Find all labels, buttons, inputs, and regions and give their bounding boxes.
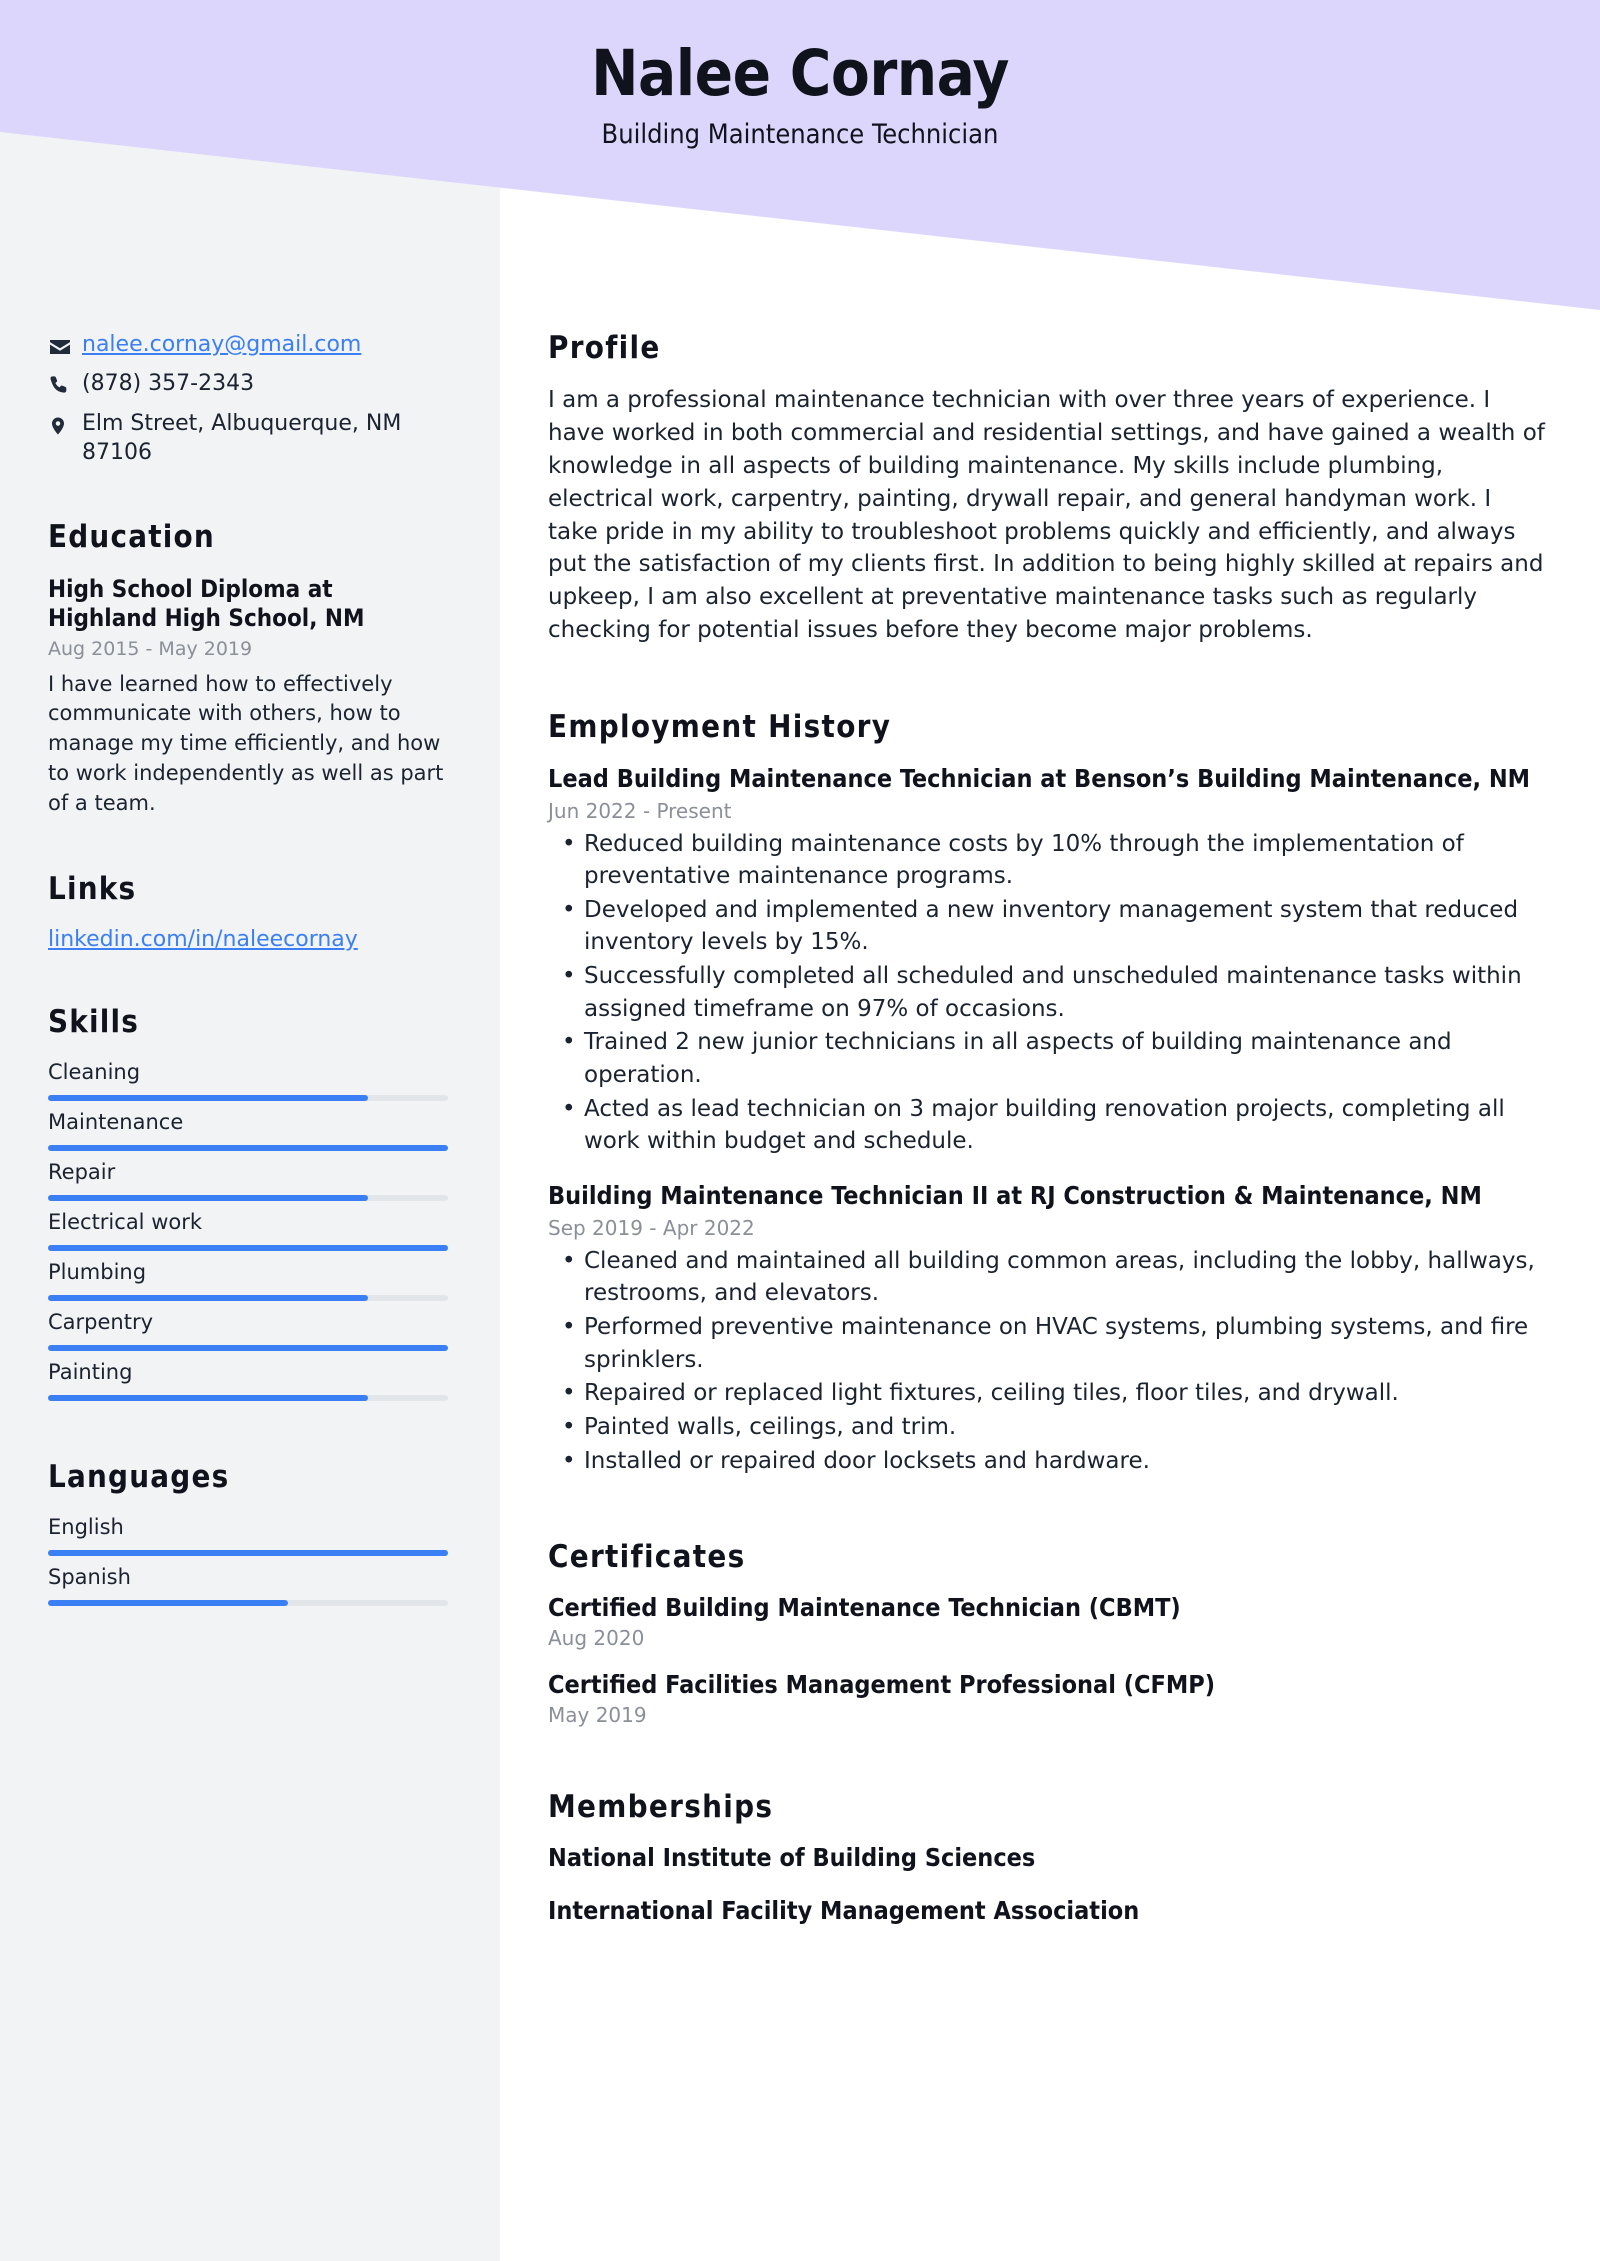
location-pin-icon xyxy=(48,409,82,438)
skill-label: Painting xyxy=(48,1359,133,1384)
skill-level-fill xyxy=(48,1395,368,1401)
skill-label: Repair xyxy=(48,1159,116,1184)
skills-heading: Skills xyxy=(48,1003,140,1040)
employment-bullet: • Reduced building maintenance costs by 10% through the implementation of preventative maintenance programs. xyxy=(548,828,1548,893)
employment-bullet: • Trained 2 new junior technicians in all aspects of building maintenance and operation. xyxy=(548,1026,1548,1091)
skill-level-fill xyxy=(48,1095,368,1101)
education-date: Aug 2015 - May 2019 xyxy=(48,637,253,660)
main-column xyxy=(548,330,1548,1949)
skill-level-fill xyxy=(48,1345,448,1351)
skill-label: Plumbing xyxy=(48,1259,147,1284)
skill-level-bar xyxy=(48,1095,448,1101)
skill-item xyxy=(48,1310,448,1351)
certificates-heading: Certificates xyxy=(548,1539,746,1576)
certificate-date: May 2019 xyxy=(548,1703,647,1728)
language-item xyxy=(48,1565,448,1606)
skill-item xyxy=(48,1260,448,1301)
contact-value: Elm Street, Albuquerque, NM 87106 xyxy=(82,410,402,465)
skills-list xyxy=(48,1060,448,1401)
skill-level-bar xyxy=(48,1195,448,1201)
page-title: Nalee Cornay xyxy=(591,37,1009,110)
skill-item xyxy=(48,1160,448,1201)
employment-entry xyxy=(548,1180,1548,1477)
employment-bullet: • Cleaned and maintained all building common areas, including the lobby, hallways, restrooms, and elevators. xyxy=(548,1245,1548,1310)
employment-entry xyxy=(548,763,1548,1158)
employment-list xyxy=(548,763,1548,1477)
language-level-fill xyxy=(48,1600,288,1606)
skill-label: Maintenance xyxy=(48,1109,184,1134)
skill-level-fill xyxy=(48,1145,448,1151)
certificate-item xyxy=(548,1670,1548,1727)
skill-label: Carpentry xyxy=(48,1309,154,1334)
education-heading: Education xyxy=(48,519,215,555)
language-level-bar xyxy=(48,1550,448,1556)
employment-bullet: • Repaired or replaced light fixtures, ceiling tiles, floor tiles, and drywall. xyxy=(548,1377,1548,1410)
language-label: English xyxy=(48,1514,124,1539)
skill-item xyxy=(48,1060,448,1101)
employment-bullet-list xyxy=(548,828,1548,1159)
certificates-list xyxy=(548,1593,1548,1727)
contact-row xyxy=(48,369,448,398)
skill-level-fill xyxy=(48,1295,368,1301)
membership-item: National Institute of Building Sciences xyxy=(548,1843,1036,1873)
contact-row xyxy=(48,330,448,359)
skill-level-bar xyxy=(48,1145,448,1151)
memberships-list xyxy=(548,1843,1548,1925)
languages-list xyxy=(48,1515,448,1606)
employment-title: Lead Building Maintenance Technician at Benson’s Building Maintenance, NM xyxy=(548,764,1531,793)
skill-level-bar xyxy=(48,1245,448,1251)
links-list xyxy=(48,927,448,952)
education-item xyxy=(48,575,448,819)
skill-label: Cleaning xyxy=(48,1059,141,1084)
language-level-bar xyxy=(48,1600,448,1606)
contact-email-link[interactable]: nalee.cornay@gmail.com xyxy=(82,332,362,357)
job-title-subtitle: Building Maintenance Technician xyxy=(601,119,999,150)
education-description: I have learned how to effectively communicate with others, how to manage my time efficiently, and how to work independently as well as part of a team. xyxy=(48,671,444,815)
profile-text: I am a professional maintenance technician with over three years of experience. I have worked in both commercial and residential settings, and have gained a wealth of knowledge in all aspects of building maintenance. My skills include plumbing, electrical work, carpentry, painting, drywall repair, and general handyman work. I take pride in my ability to troubleshoot problems quickly and efficiently, and always put the satisfaction of my clients first. In addition to being highly skilled at repairs and upkeep, I am also excellent at preventative maintenance tasks such as regularly checking for potential issues before they become major problems. xyxy=(548,387,1545,644)
contact-value: (878) 357-2343 xyxy=(82,371,255,397)
employment-bullet: • Acted as lead technician on 3 major building renovation projects, completing all work within budget and schedule. xyxy=(548,1093,1548,1158)
employment-bullet: • Developed and implemented a new inventory management system that reduced inventory levels by 15%. xyxy=(548,894,1548,959)
certificate-date: Aug 2020 xyxy=(548,1626,645,1651)
contact-row xyxy=(48,409,448,468)
skill-level-fill xyxy=(48,1245,448,1251)
skill-item xyxy=(48,1110,448,1151)
membership-item: International Facility Management Association xyxy=(548,1896,1140,1926)
skill-label: Electrical work xyxy=(48,1209,203,1234)
employment-bullet-list xyxy=(548,1245,1548,1478)
employment-bullet: • Installed or repaired door locksets and hardware. xyxy=(548,1445,1548,1478)
certificate-title: Certified Building Maintenance Technician (CBMT) xyxy=(548,1593,1181,1623)
phone-icon xyxy=(48,369,82,397)
skill-level-bar xyxy=(48,1345,448,1351)
language-level-fill xyxy=(48,1550,448,1556)
language-item xyxy=(48,1515,448,1556)
contact-list xyxy=(48,330,448,467)
certificate-title: Certified Facilities Management Professional (CFMP) xyxy=(548,1670,1216,1700)
header xyxy=(0,0,1600,200)
envelope-icon xyxy=(48,330,82,359)
skill-level-bar xyxy=(48,1395,448,1401)
employment-date: Jun 2022 - Present xyxy=(548,798,732,823)
education-list xyxy=(48,575,448,819)
sidebar-content xyxy=(48,330,448,1615)
links-heading: Links xyxy=(48,870,137,907)
employment-bullet: • Painted walls, ceilings, and trim. xyxy=(548,1411,1548,1444)
education-title: High School Diploma at Highland High School, NM xyxy=(48,575,365,632)
language-label: Spanish xyxy=(48,1564,131,1589)
employment-title: Building Maintenance Technician II at RJ Construction & Maintenance, NM xyxy=(548,1181,1482,1211)
skill-level-bar xyxy=(48,1295,448,1301)
certificate-item xyxy=(548,1593,1548,1650)
languages-heading: Languages xyxy=(48,1458,230,1495)
skill-level-fill xyxy=(48,1195,368,1201)
skill-item xyxy=(48,1360,448,1401)
sidebar-link[interactable]: linkedin.com/in/naleecornay xyxy=(48,926,358,952)
employment-bullet: • Performed preventive maintenance on HVAC systems, plumbing systems, and fire sprinklers. xyxy=(548,1311,1548,1376)
employment-bullet: • Successfully completed all scheduled and unscheduled maintenance tasks within assigned timeframe on 97% of occasions. xyxy=(548,960,1548,1025)
skill-item xyxy=(48,1210,448,1251)
employment-date: Sep 2019 - Apr 2022 xyxy=(548,1215,755,1240)
employment-heading: Employment History xyxy=(548,709,892,745)
profile-heading: Profile xyxy=(548,330,661,366)
memberships-heading: Memberships xyxy=(548,1789,774,1826)
